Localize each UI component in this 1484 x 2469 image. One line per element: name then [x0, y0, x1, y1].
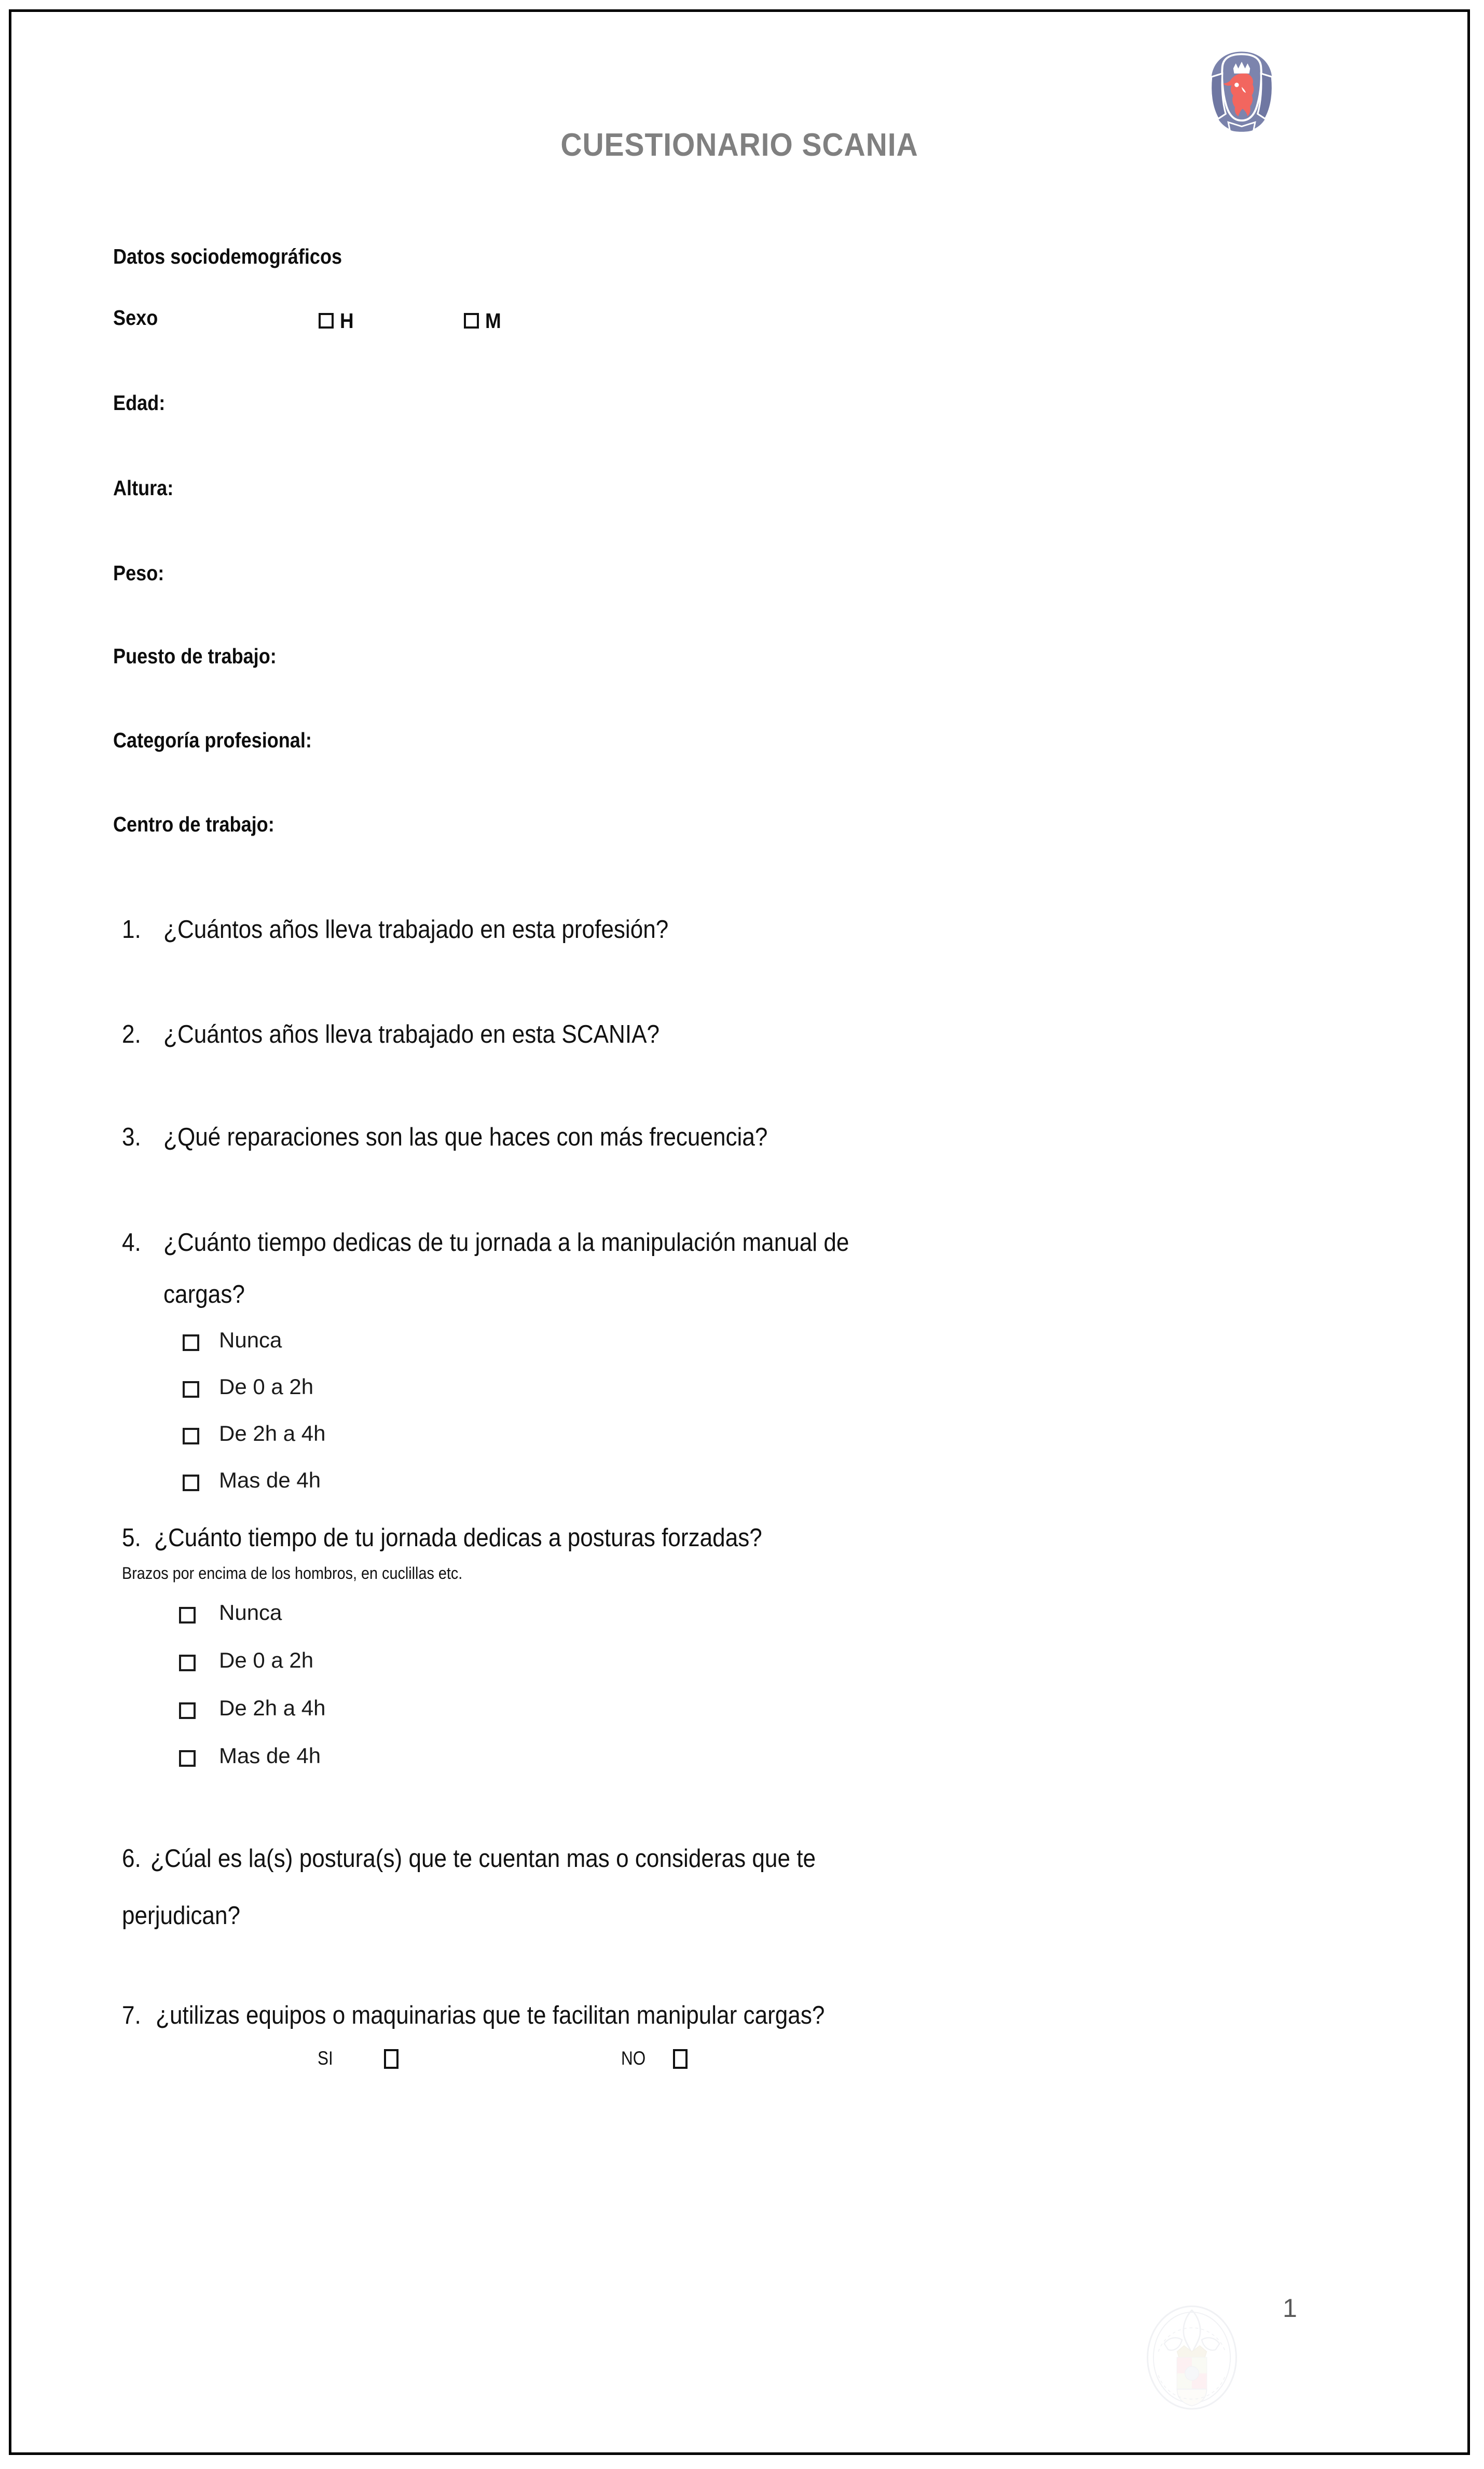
- question-text-7: ¿utilizas equipos o maquinarias que te facilitan manipular cargas?: [156, 2001, 825, 2029]
- q5-checkbox-nunca[interactable]: [179, 1607, 196, 1624]
- question-text-1: ¿Cuántos años lleva trabajado en esta profesión?: [163, 916, 669, 944]
- question-number-6: 6.: [122, 1845, 141, 1873]
- scania-griffin-logo: [1200, 48, 1284, 137]
- field-label-centro-de-trabajo: Centro de trabajo:: [113, 812, 274, 836]
- universidad-complutense-seal: [1143, 2296, 1241, 2425]
- q5-option-label-de-2h-a-4h: De 2h a 4h: [219, 1696, 326, 1720]
- field-label-edad: Edad:: [113, 391, 166, 415]
- q4-option-label-de-2h-a-4h: De 2h a 4h: [219, 1421, 326, 1445]
- question-number-7: 7.: [122, 2001, 141, 2029]
- q5-option-label-mas-de-4h: Mas de 4h: [219, 1743, 321, 1768]
- q7-checkbox-si[interactable]: [384, 2049, 399, 2069]
- section-heading-sociodemographic: Datos sociodemográficos: [113, 244, 342, 268]
- q7-label-no: NO: [621, 2048, 646, 2069]
- question-number-3: 3.: [122, 1123, 141, 1151]
- question-text-4-line2: cargas?: [163, 1280, 245, 1308]
- sex-checkbox-h[interactable]: [319, 313, 334, 329]
- field-label-puesto-de-trabajo: Puesto de trabajo:: [113, 644, 277, 668]
- q4-checkbox-de-0-a-2h[interactable]: [183, 1381, 199, 1398]
- q5-checkbox-mas-de-4h[interactable]: [179, 1750, 196, 1767]
- q4-checkbox-mas-de-4h[interactable]: [183, 1475, 199, 1491]
- field-label-categoria-profesional: Categoría profesional:: [113, 728, 312, 752]
- question-number-2: 2.: [122, 1020, 141, 1048]
- page-title: CUESTIONARIO SCANIA: [560, 127, 918, 163]
- q5-option-label-nunca: Nunca: [219, 1600, 282, 1625]
- q5-checkbox-de-2h-a-4h[interactable]: [179, 1702, 196, 1719]
- question-text-3: ¿Qué reparaciones son las que haces con más frecuencia?: [163, 1123, 768, 1151]
- q5-option-label-de-0-a-2h: De 0 a 2h: [219, 1648, 314, 1672]
- question-number-4: 4.: [122, 1229, 141, 1257]
- sex-label: Sexo: [113, 306, 158, 330]
- question-text-6: ¿Cúal es la(s) postura(s) que te cuentan mas o consideras que te: [150, 1845, 816, 1873]
- q5-checkbox-de-0-a-2h[interactable]: [179, 1655, 196, 1671]
- q4-checkbox-nunca[interactable]: [183, 1334, 199, 1351]
- q4-option-label-nunca: Nunca: [219, 1328, 282, 1352]
- question-text-2: ¿Cuántos años lleva trabajado en esta SCANIA?: [163, 1020, 660, 1048]
- question-text-4: ¿Cuánto tiempo dedicas de tu jornada a la manipulación manual de: [163, 1229, 849, 1257]
- field-label-altura: Altura:: [113, 476, 174, 500]
- question-number-5: 5.: [122, 1524, 141, 1552]
- q4-option-label-mas-de-4h: Mas de 4h: [219, 1468, 321, 1492]
- question-number-1: 1.: [122, 916, 141, 944]
- q4-checkbox-de-2h-a-4h[interactable]: [183, 1428, 199, 1444]
- sex-checkbox-m[interactable]: [464, 313, 479, 329]
- sex-option-label-h: H: [340, 309, 354, 333]
- question-subtitle-5: Brazos por encima de los hombros, en cuclillas etc.: [122, 1564, 463, 1583]
- sex-option-label-m: M: [485, 309, 501, 333]
- page-number: 1: [1283, 2294, 1297, 2323]
- question-text-5: ¿Cuánto tiempo de tu jornada dedicas a posturas forzadas?: [154, 1524, 762, 1552]
- q4-option-label-de-0-a-2h: De 0 a 2h: [219, 1374, 314, 1399]
- field-label-peso: Peso:: [113, 561, 164, 585]
- q7-checkbox-no[interactable]: [673, 2049, 688, 2069]
- question-text-6-line2: perjudican?: [122, 1902, 241, 1930]
- q7-label-si: SI: [318, 2048, 333, 2069]
- page-sheet: [9, 9, 1470, 2455]
